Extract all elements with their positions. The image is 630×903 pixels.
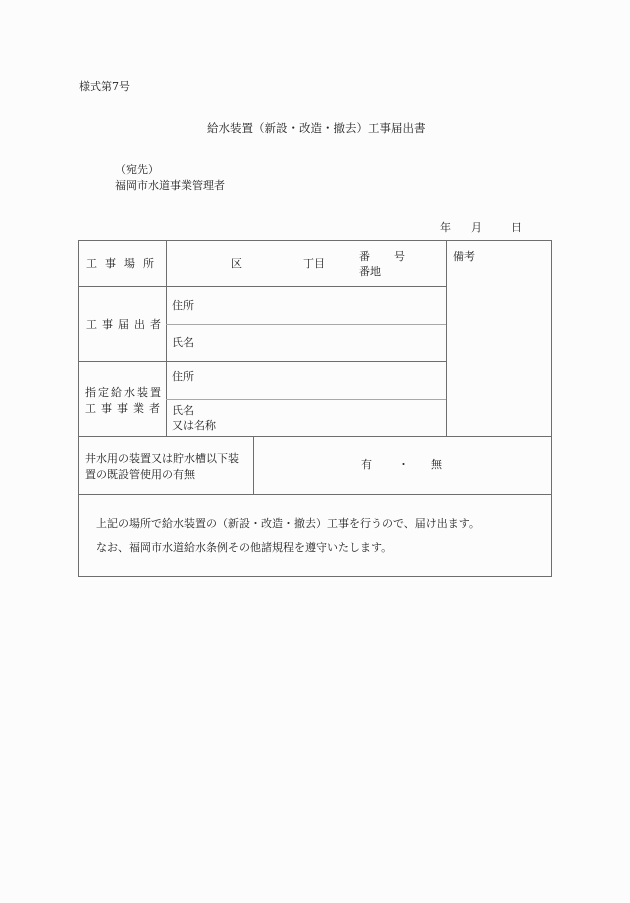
chome-label: 丁目	[303, 257, 325, 270]
contractor-label-line2: 工事事業者	[85, 402, 165, 415]
banchi-label: 番地	[359, 265, 381, 278]
contractor-label-line1: 指定給水装置	[85, 386, 163, 399]
ban-label: 番	[359, 250, 370, 263]
form-number: 様式第7号	[79, 80, 130, 93]
notifier-address-field[interactable]	[167, 287, 446, 324]
contractor-name-label-line1: 氏名	[172, 404, 194, 417]
addressee-name: 福岡市水道事業管理者	[115, 179, 225, 192]
construction-site-label: 工事場所	[86, 257, 162, 270]
option-no[interactable]: 無	[431, 458, 442, 471]
go-label: 号	[394, 250, 405, 263]
existing-pipe-choice[interactable]	[254, 437, 551, 494]
table-border-right	[551, 240, 552, 577]
date-field[interactable]	[440, 222, 522, 233]
contractor-name-label-line2: 又は名称	[172, 419, 216, 432]
remarks-field[interactable]	[447, 241, 551, 436]
document-title: 給水装置（新設・改造・撤去）工事届出書	[207, 121, 426, 135]
declaration-line1: 上記の場所で給水装置の（新設・改造・撤去）工事を行うので、届け出ます。	[96, 517, 480, 530]
addressee-label: （宛先）	[115, 163, 159, 176]
option-separator: ・	[398, 458, 409, 471]
construction-site-field[interactable]	[167, 241, 446, 286]
declaration-line2: なお、福岡市水道給水条例その他諸規程を遵守いたします。	[96, 541, 393, 554]
date-month-label: 月	[471, 221, 482, 234]
notifier-label: 工事届出者	[86, 318, 166, 331]
contractor-name-field[interactable]	[167, 400, 446, 436]
date-day-label: 日	[511, 221, 522, 234]
option-yes[interactable]: 有	[361, 458, 372, 471]
existing-pipe-label-line1: 井水用の装置又は貯水槽以下装	[85, 452, 239, 465]
ward-label: 区	[231, 257, 242, 270]
table-border-left	[78, 240, 79, 577]
row-divider-existing-pipe	[78, 494, 552, 495]
contractor-address-label: 住所	[172, 370, 194, 383]
contractor-address-field[interactable]	[167, 362, 446, 399]
table-border-bottom	[78, 576, 552, 577]
existing-pipe-label-line2: 置の既設管使用の有無	[85, 468, 195, 481]
date-year-label: 年	[440, 221, 451, 234]
notifier-name-field[interactable]	[167, 325, 446, 361]
notifier-address-label: 住所	[172, 299, 194, 312]
remarks-label: 備考	[453, 250, 475, 263]
notifier-name-label: 氏名	[172, 336, 194, 349]
